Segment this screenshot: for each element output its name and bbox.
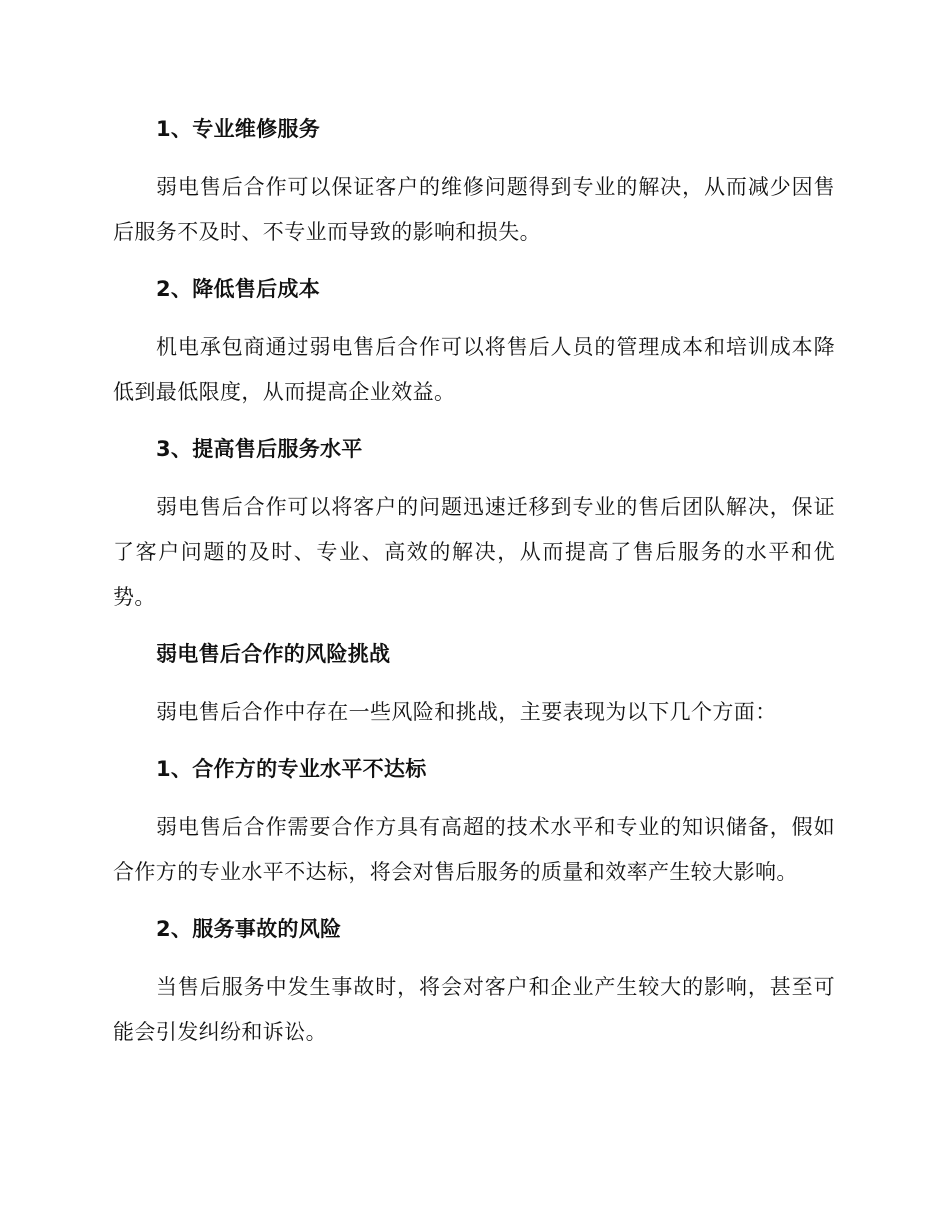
section-heading-risk-challenges: 弱电售后合作的风险挑战: [156, 642, 391, 666]
paragraph-professional-repair: 弱电售后合作可以保证客户的维修问题得到专业的解决，从而减少因售后服务不及时、不专业而导致的影响和损失。: [113, 175, 835, 244]
section-heading-professional-repair: 1、专业维修服务: [156, 117, 321, 141]
section-heading-reduce-cost: 2、降低售后成本: [156, 277, 321, 301]
paragraph-service-level: 弱电售后合作可以将客户的问题迅速迁移到专业的售后团队解决，保证了客户问题的及时、专业、高效的解决，从而提高了售后服务的水平和优势。: [113, 495, 835, 609]
section-heading-partner-skill: 1、合作方的专业水平不达标: [156, 757, 427, 781]
paragraph-risk-intro: 弱电售后合作中存在一些风险和挑战，主要表现为以下几个方面：: [156, 700, 777, 724]
paragraph-service-accident: 当售后服务中发生事故时，将会对客户和企业产生较大的影响，甚至可能会引发纠纷和诉讼。: [113, 975, 835, 1044]
section-heading-service-accident: 2、服务事故的风险: [156, 917, 342, 941]
paragraph-partner-skill: 弱电售后合作需要合作方具有高超的技术水平和专业的知识储备，假如合作方的专业水平不达标，将会对售后服务的质量和效率产生较大影响。: [113, 815, 835, 884]
section-heading-service-level: 3、提高售后服务水平: [156, 437, 363, 461]
paragraph-reduce-cost: 机电承包商通过弱电售后合作可以将售后人员的管理成本和培训成本降低到最低限度，从而提高企业效益。: [113, 335, 835, 404]
